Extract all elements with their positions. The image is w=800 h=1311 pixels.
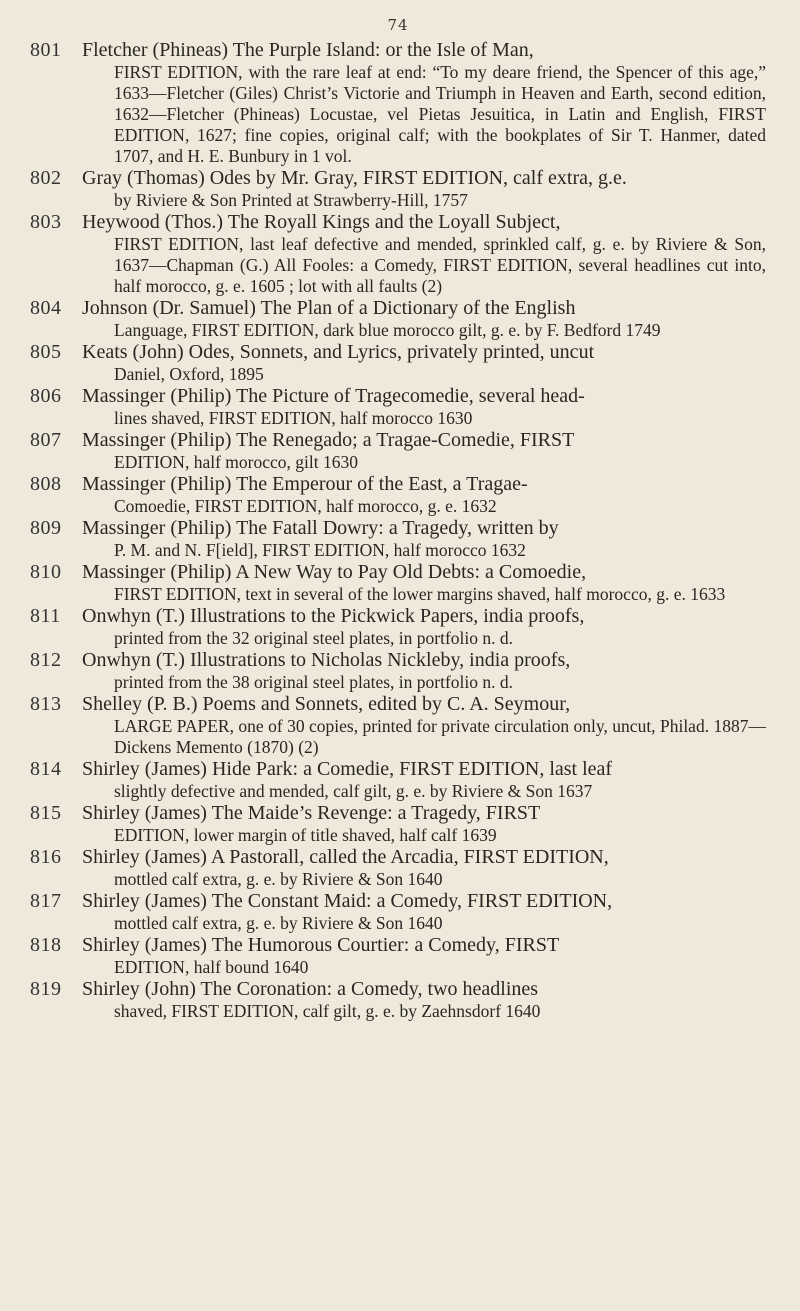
lot-details: lines shaved, FIRST EDITION, half morocco 1630 [114,407,473,428]
lot-heading-line: Massinger (Philip) The Picture of Tragecomedie, several head- [82,385,585,407]
catalogue-entry [30,430,766,473]
lot-heading-line: Onwhyn (T.) Illustrations to Nicholas Nickleby, india proofs, [82,649,571,671]
lot-number: 810 [30,561,62,583]
lot-description [82,891,766,934]
lot-details: Comoedie, FIRST EDITION, half morocco, g. e. 1632 [114,495,497,516]
lot-details: FIRST EDITION, text in several of the lower margins shaved, half morocco, g. e. 1633 [114,583,726,604]
lot-description [82,342,766,385]
lot-number: 807 [30,429,62,451]
lot-number: 801 [30,39,62,61]
lot-number: 815 [30,802,62,824]
lot-heading-line: Massinger (Philip) A New Way to Pay Old Debts: a Comoedie, [82,561,587,583]
lot-details: printed from the 38 original steel plates, in portfolio n. d. [114,671,514,692]
lot-details: mottled calf extra, g. e. by Riviere & Son 1640 [114,912,443,933]
catalogue-entry [30,386,766,429]
lot-details: EDITION, half morocco, gilt 1630 [114,451,358,472]
lot-heading-line: Shirley (James) The Maide’s Revenge: a Tragedy, FIRST [82,802,541,824]
lot-heading-line: Shirley (James) A Pastorall, called the Arcadia, FIRST EDITION, [82,846,609,868]
catalogue-entry [30,759,766,802]
lot-heading-line: Massinger (Philip) The Fatall Dowry: a Tragedy, written by [82,517,559,539]
lot-heading-line: Shirley (James) The Constant Maid: a Comedy, FIRST EDITION, [82,890,613,912]
catalogue-entry [30,803,766,846]
lot-heading-line: Onwhyn (T.) Illustrations to the Pickwick Papers, india proofs, [82,605,585,627]
lot-description [82,474,766,517]
lot-description [82,562,766,605]
lot-heading-line: Heywood (Thos.) The Royall Kings and the Loyall Subject, [82,211,561,233]
lot-details: EDITION, lower margin of title shaved, half calf 1639 [114,824,497,845]
lot-number: 803 [30,211,62,233]
catalogue-entry [30,562,766,605]
catalogue-entry [30,342,766,385]
catalogue-entry [30,474,766,517]
lot-heading-line: Shirley (James) Hide Park: a Comedie, FIRST EDITION, last leaf [82,758,613,780]
lot-details: FIRST EDITION, with the rare leaf at end: “To my deare friend, the Spencer of this age,” 1633—Fletcher (Giles) Christ’s Victorie and Triumph in Heaven and Earth, second edition, 1632—Fletcher (Phineas) Locustae, vel Pietas Jesuitica, in Latin and English, FIRST EDITION, 1627; fine copies, original calf; with the bookplates of Sir T. Hanmer, dated 1707, and H. E. Bunbury in 1 vol. [114,61,766,166]
lot-description [82,298,766,341]
lot-number: 808 [30,473,62,495]
catalogue-entry [30,650,766,693]
lot-number: 802 [30,167,62,189]
catalogue-entry [30,694,766,758]
lot-details: FIRST EDITION, last leaf defective and mended, sprinkled calf, g. e. by Riviere & Son, 1637—Chapman (G.) All Fooles: a Comedy, FIRST EDITION, several headlines cut into, half morocco, g. e. 1605 ; lot with all faults (2) [114,233,766,296]
lot-details: shaved, FIRST EDITION, calf gilt, g. e. by Zaehnsdorf 1640 [114,1000,541,1021]
lot-details: slightly defective and mended, calf gilt, g. e. by Riviere & Son 1637 [114,780,593,801]
lot-number: 817 [30,890,62,912]
catalogue-entry [30,40,766,167]
lot-description [82,803,766,846]
lot-description [82,606,766,649]
lot-number: 814 [30,758,62,780]
lot-description [82,518,766,561]
lot-number: 804 [30,297,62,319]
lot-description [82,430,766,473]
lot-heading-line: Fletcher (Phineas) The Purple Island: or the Isle of Man, [82,39,534,61]
lot-description [82,168,766,211]
lot-number: 806 [30,385,62,407]
lot-number: 805 [30,341,62,363]
lot-number: 812 [30,649,62,671]
catalogue-entry [30,168,766,211]
lot-list [30,40,766,1022]
lot-details: P. M. and N. F[ield], FIRST EDITION, half morocco 1632 [114,539,526,560]
lot-heading-line: Shirley (James) The Humorous Courtier: a Comedy, FIRST [82,934,560,956]
lot-description [82,759,766,802]
lot-description [82,386,766,429]
lot-number: 819 [30,978,62,1000]
lot-heading-line: Shirley (John) The Coronation: a Comedy, two headlines [82,978,539,1000]
lot-heading-line: Massinger (Philip) The Renegado; a Tragae-Comedie, FIRST [82,429,575,451]
catalogue-entry [30,847,766,890]
lot-description [82,650,766,693]
lot-heading-line: Shelley (P. B.) Poems and Sonnets, edited by C. A. Seymour, [82,693,571,715]
catalogue-entry [30,298,766,341]
lot-description [82,212,766,297]
catalogue-entry [30,518,766,561]
catalogue-entry [30,935,766,978]
lot-details: Daniel, Oxford, 1895 [114,363,264,384]
lot-heading-line: Massinger (Philip) The Emperour of the East, a Tragae- [82,473,528,495]
lot-heading-line: Johnson (Dr. Samuel) The Plan of a Dictionary of the English [82,297,576,319]
catalogue-entry [30,891,766,934]
lot-details: Language, FIRST EDITION, dark blue morocco gilt, g. e. by F. Bedford 1749 [114,319,661,340]
lot-description [82,847,766,890]
lot-description [82,935,766,978]
lot-details: by Riviere & Son Printed at Strawberry-Hill, 1757 [114,189,468,210]
lot-details: mottled calf extra, g. e. by Riviere & Son 1640 [114,868,443,889]
lot-number: 816 [30,846,62,868]
lot-details: LARGE PAPER, one of 30 copies, printed for private circulation only, uncut, Philad. 1887—Dickens Memento (1870) (2) [114,715,766,757]
lot-number: 811 [30,605,61,627]
lot-number: 809 [30,517,62,539]
lot-details: EDITION, half bound 1640 [114,956,309,977]
lot-description [82,694,766,758]
lot-number: 818 [30,934,62,956]
lot-description [82,979,766,1022]
lot-heading-line: Gray (Thomas) Odes by Mr. Gray, FIRST EDITION, calf extra, g.e. [82,167,627,189]
catalogue-entry [30,606,766,649]
lot-description [82,40,766,167]
lot-number: 813 [30,693,62,715]
catalogue-entry [30,212,766,297]
page-number: 74 [387,16,409,34]
lot-details: printed from the 32 original steel plates, in portfolio n. d. [114,627,514,648]
catalogue-entry [30,979,766,1022]
lot-heading-line: Keats (John) Odes, Sonnets, and Lyrics, privately printed, uncut [82,341,595,363]
